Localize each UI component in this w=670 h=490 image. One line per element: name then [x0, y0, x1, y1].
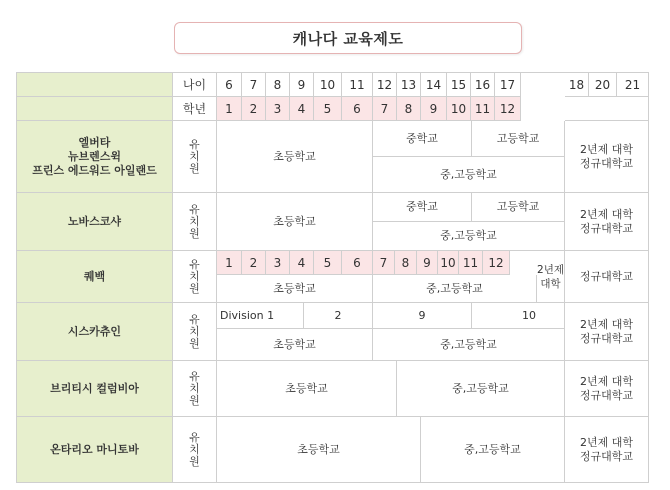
quebec-grade-6: 6 [342, 251, 373, 275]
province-name-5: 온타리오 마니토바 [17, 417, 173, 483]
page-title: 캐나다 교육제도 [292, 29, 404, 48]
kindergarten-3: 유 치 원 [173, 303, 217, 361]
age-21: 21 [617, 73, 649, 97]
quebec-grade-2: 2 [242, 251, 266, 275]
age-6: 6 [217, 73, 242, 97]
high-0: 고등학교 [472, 121, 565, 157]
age-8: 8 [266, 73, 290, 97]
quebec-college: 2년제 대학 [537, 251, 565, 303]
age-13: 13 [397, 73, 421, 97]
elementary-1: 초등학교 [217, 193, 373, 251]
age-15: 15 [447, 73, 471, 97]
secondary-0: 중,고등학교 [373, 157, 565, 193]
secondary-2: 중,고등학교 [373, 275, 537, 303]
age-10: 10 [314, 73, 342, 97]
grade-7: 7 [373, 97, 397, 121]
grade-10: 10 [447, 97, 471, 121]
high-1: 고등학교 [472, 193, 565, 222]
grade-label: 학년 [173, 97, 217, 121]
quebec-grade-7: 7 [373, 251, 395, 275]
division-2: 2 [304, 303, 373, 329]
grade-12: 12 [495, 97, 521, 121]
quebec-grade-1: 1 [217, 251, 242, 275]
page-title-box [174, 22, 522, 54]
elementary-3: 초등학교 [217, 329, 373, 361]
secondary-3: 중,고등학교 [373, 329, 565, 361]
elementary-0: 초등학교 [217, 121, 373, 193]
division-3: 9 [373, 303, 472, 329]
age-row-label [17, 73, 173, 97]
age-7: 7 [242, 73, 266, 97]
kindergarten-5: 유 치 원 [173, 417, 217, 483]
age-label: 나이 [173, 73, 217, 97]
grade-6: 6 [342, 97, 373, 121]
age-20: 20 [589, 73, 617, 97]
grade-1: 1 [217, 97, 242, 121]
age-9: 9 [290, 73, 314, 97]
college-university-1: 2년제 대학 정규대학교 [565, 193, 649, 251]
age-12: 12 [373, 73, 397, 97]
age-14: 14 [421, 73, 447, 97]
kindergarten-4: 유 치 원 [173, 361, 217, 417]
secondary-1: 중,고등학교 [373, 222, 565, 251]
college-university-3: 2년제 대학 정규대학교 [565, 303, 649, 361]
university-2: 정규대학교 [565, 251, 649, 303]
kindergarten-0: 유 치 원 [173, 121, 217, 193]
province-name-1: 노바스코샤 [17, 193, 173, 251]
grade-9: 9 [421, 97, 447, 121]
kindergarten-1: 유 치 원 [173, 193, 217, 251]
quebec-grade-3: 3 [266, 251, 290, 275]
quebec-grade-8: 8 [395, 251, 417, 275]
age-16: 16 [471, 73, 495, 97]
college-university-5: 2년제 대학 정규대학교 [565, 417, 649, 483]
age-17: 17 [495, 73, 521, 97]
quebec-grade-9: 9 [417, 251, 438, 275]
elementary-2: 초등학교 [217, 275, 373, 303]
age-11: 11 [342, 73, 373, 97]
grade-tail-blank [565, 97, 649, 121]
division-4: 10 [472, 303, 565, 329]
education-table [16, 72, 649, 483]
secondary-5: 중,고등학교 [421, 417, 565, 483]
middle-1: 중학교 [373, 193, 472, 222]
province-name-4: 브리티시 컬럼비아 [17, 361, 173, 417]
grade-11: 11 [471, 97, 495, 121]
grade-5: 5 [314, 97, 342, 121]
quebec-grade-12: 12 [483, 251, 510, 275]
grade-8: 8 [397, 97, 421, 121]
quebec-grade-10: 10 [438, 251, 459, 275]
grade-2: 2 [242, 97, 266, 121]
division-1: Division 1 [217, 303, 304, 329]
kindergarten-2: 유 치 원 [173, 251, 217, 303]
province-name-2: 퀘백 [17, 251, 173, 303]
quebec-grade-5: 5 [314, 251, 342, 275]
province-name-0: 엘버타 뉴브렌스윅 프린스 에드워드 아일랜드 [17, 121, 173, 193]
elementary-5: 초등학교 [217, 417, 421, 483]
college-university-0: 2년제 대학 정규대학교 [565, 121, 649, 193]
quebec-grade-11: 11 [459, 251, 483, 275]
grade-row-label [17, 97, 173, 121]
elementary-4: 초등학교 [217, 361, 397, 417]
age-18: 18 [565, 73, 589, 97]
province-name-3: 시스카츄인 [17, 303, 173, 361]
college-university-4: 2년제 대학 정규대학교 [565, 361, 649, 417]
quebec-grade-4: 4 [290, 251, 314, 275]
grade-3: 3 [266, 97, 290, 121]
secondary-4: 중,고등학교 [397, 361, 565, 417]
grade-4: 4 [290, 97, 314, 121]
middle-0: 중학교 [373, 121, 472, 157]
